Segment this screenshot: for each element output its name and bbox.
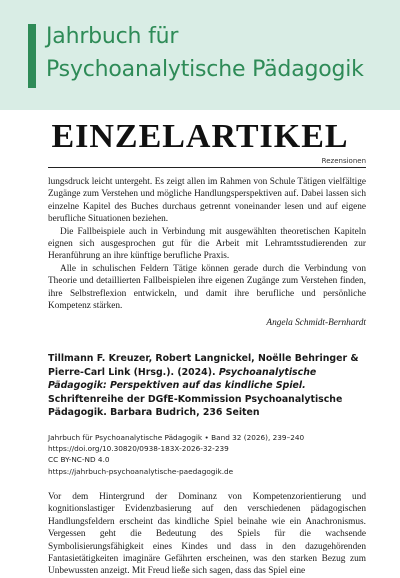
license-text: CC BY-NC-ND 4.0	[48, 455, 110, 465]
journal-header	[0, 0, 400, 110]
citation-line: Jahrbuch für Psychoanalytische Pädagogik • Band 32 (2026), 239–240	[48, 433, 305, 442]
book-reference	[48, 352, 378, 420]
journal-title-line1: Jahrbuch für	[46, 24, 179, 49]
paragraph: Vor dem Hintergrund der Dominanz von Kompetenzorientierung und kognitionslastiger Evidenzbasierung auf den verschiedenen pädagogischen Handlungsfeldern erscheint das kindliche Spiel beinahe wie ein Anachronismus. Vergessen geht die Bedeutung des Spiels für die wachsende Symbolisierungsfähigkeit eines Kindes und dass in den dazugehörenden Fantasietätigkeiten imaginäre Gefährten erscheinen, was den starken Bezug zum Unbewussten anzeigt. Mit Freud ließe sich sagen, dass das Spiel eine	[48, 492, 366, 577]
doi-link[interactable]: https://doi.org/10.30820/0938-183X-2026-32-239	[48, 444, 229, 454]
book-details: Schriftenreihe der DGfE-Kommission Psychoanalytische Pädagogik. Barbara Budrich, 236 Seiten	[48, 393, 343, 418]
journal-url-link[interactable]: https://jahrbuch-psychoanalytische-paedagogik.de	[48, 466, 234, 476]
review-body	[48, 491, 366, 578]
paragraph: lungsdruck leicht untergeht. Es zeigt allen im Rahmen von Schule Tätigen vielfältige Zugänge zum Verstehen und mögliche Handlungsperspektiven auf. Dabei lassen sich einzelne Kapitel des Buches durchaus getrennt voneinander lesen und auf eigene berufliche Situationen beziehen.	[48, 177, 366, 225]
book-authors: Tillmann F. Kreuzer, Robert Langnickel, Noëlle Behringer & Pierre-Carl Link (Hrsg.). (2024).	[48, 353, 359, 378]
journal-title	[46, 20, 396, 86]
previous-review-text	[48, 176, 366, 312]
header-accent-bar	[28, 24, 36, 88]
book-title: Psychoanalytische Pädagogik: Perspektiven auf das kindliche Spiel.	[48, 366, 317, 391]
citation-meta	[48, 432, 368, 477]
paragraph: Alle in schulischen Feldern Tätige können gerade durch die Verbindung von Theorie und detaillierten Fallbeispielen ihre eigenen Zugänge zum Verstehen finden, ihre Selbstreflexion entwickeln, und damit ihre berufliche und persönliche Kompetenz stärken.	[48, 263, 366, 312]
header-rule	[48, 167, 366, 168]
banner-einzelartikel: EINZELARTIKEL	[51, 118, 349, 155]
paragraph: Die Fallbeispiele auch in Verbindung mit ausgewählten theoretischen Kapiteln eignen sich ausgesprochen gut für die Arbeit mit Lehramtsstudierenden zur Heranführung an ihre künftige berufliche Praxis.	[48, 226, 366, 262]
reviewer-signature: Angela Schmidt-Bernhardt	[266, 318, 366, 328]
section-label: Rezensionen	[321, 157, 366, 165]
journal-title-line2: Psychoanalytische Pädagogik	[46, 57, 364, 82]
